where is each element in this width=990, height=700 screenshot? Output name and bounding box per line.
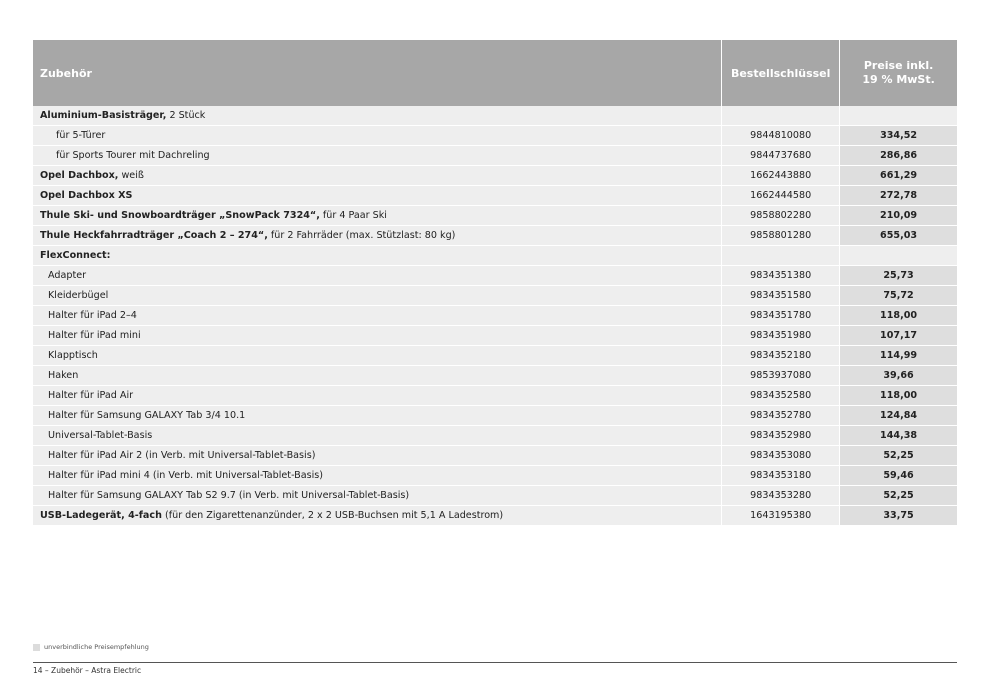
price-cell: 59,46 bbox=[840, 466, 957, 485]
order-key-cell: 9834351580 bbox=[722, 286, 840, 305]
price-cell bbox=[840, 106, 957, 125]
item-description: Universal-Tablet-Basis bbox=[48, 430, 153, 441]
item-description: Halter für iPad mini bbox=[48, 330, 141, 341]
page-footer: 14 – Zubehör – Astra Electric bbox=[33, 666, 142, 675]
table-row bbox=[33, 306, 957, 326]
table-row bbox=[33, 226, 957, 246]
item-cell bbox=[33, 406, 722, 425]
item-cell bbox=[33, 506, 722, 525]
price-cell: 334,52 bbox=[840, 126, 957, 145]
order-key-cell: 9834352180 bbox=[722, 346, 840, 365]
table-row bbox=[33, 186, 957, 206]
order-key-cell: 1662444580 bbox=[722, 186, 840, 205]
price-cell: 33,75 bbox=[840, 506, 957, 525]
table-row bbox=[33, 246, 957, 266]
item-description: weiß bbox=[118, 170, 144, 181]
price-cell: 210,09 bbox=[840, 206, 957, 225]
table-row bbox=[33, 266, 957, 286]
item-cell bbox=[33, 326, 722, 345]
table-row bbox=[33, 446, 957, 466]
item-description: Kleiderbügel bbox=[48, 290, 109, 301]
table-row bbox=[33, 386, 957, 406]
table-row bbox=[33, 406, 957, 426]
item-name-bold: Aluminium-Basisträger, bbox=[40, 110, 167, 121]
table-row bbox=[33, 286, 957, 306]
price-cell: 655,03 bbox=[840, 226, 957, 245]
order-key-cell: 9834351980 bbox=[722, 326, 840, 345]
table-row bbox=[33, 506, 957, 526]
item-cell bbox=[33, 206, 722, 225]
item-cell bbox=[33, 106, 722, 125]
item-cell bbox=[33, 306, 722, 325]
order-key-cell: 1643195380 bbox=[722, 506, 840, 525]
price-cell: 272,78 bbox=[840, 186, 957, 205]
order-key-cell: 9844810080 bbox=[722, 126, 840, 145]
price-cell: 118,00 bbox=[840, 306, 957, 325]
item-cell bbox=[33, 446, 722, 465]
table-header bbox=[33, 40, 957, 106]
item-name-bold: USB-Ladegerät, 4-fach bbox=[40, 510, 162, 521]
item-cell bbox=[33, 146, 722, 165]
item-name-bold: FlexConnect: bbox=[40, 250, 111, 261]
item-cell bbox=[33, 166, 722, 185]
table-body bbox=[33, 106, 957, 526]
order-key-cell bbox=[722, 106, 840, 125]
item-description: Halter für iPad 2–4 bbox=[48, 310, 137, 321]
order-key-cell: 9858801280 bbox=[722, 226, 840, 245]
price-cell: 114,99 bbox=[840, 346, 957, 365]
item-description: Halter für iPad mini 4 (in Verb. mit Universal-Tablet-Basis) bbox=[48, 470, 324, 481]
order-key-cell: 9834352780 bbox=[722, 406, 840, 425]
order-key-cell: 9834353280 bbox=[722, 486, 840, 505]
price-cell: 118,00 bbox=[840, 386, 957, 405]
table-row bbox=[33, 366, 957, 386]
price-cell: 52,25 bbox=[840, 486, 957, 505]
item-cell bbox=[33, 126, 722, 145]
item-cell bbox=[33, 366, 722, 385]
table-row bbox=[33, 106, 957, 126]
order-key-cell: 1662443880 bbox=[722, 166, 840, 185]
item-cell bbox=[33, 426, 722, 445]
item-description: Halter für Samsung GALAXY Tab S2 9.7 (in Verb. mit Universal-Tablet-Basis) bbox=[48, 490, 410, 501]
table-row bbox=[33, 126, 957, 146]
item-cell bbox=[33, 346, 722, 365]
table-row bbox=[33, 206, 957, 226]
table-row bbox=[33, 166, 957, 186]
item-cell bbox=[33, 186, 722, 205]
item-cell bbox=[33, 386, 722, 405]
item-description: Klapptisch bbox=[48, 350, 98, 361]
header-item: Zubehör bbox=[33, 40, 722, 106]
item-description: Halter für Samsung GALAXY Tab 3/4 10.1 bbox=[48, 410, 246, 421]
price-cell: 107,17 bbox=[840, 326, 957, 345]
item-name-bold: Opel Dachbox XS bbox=[40, 190, 133, 201]
footer-divider bbox=[33, 662, 957, 663]
price-cell: 144,38 bbox=[840, 426, 957, 445]
order-key-cell: 9834353080 bbox=[722, 446, 840, 465]
item-cell bbox=[33, 226, 722, 245]
order-key-cell: 9844737680 bbox=[722, 146, 840, 165]
item-cell bbox=[33, 486, 722, 505]
order-key-cell: 9834351780 bbox=[722, 306, 840, 325]
table-row bbox=[33, 426, 957, 446]
table-row bbox=[33, 146, 957, 166]
order-key-cell: 9834351380 bbox=[722, 266, 840, 285]
legend-swatch bbox=[33, 644, 40, 651]
price-cell: 52,25 bbox=[840, 446, 957, 465]
order-key-cell: 9853937080 bbox=[722, 366, 840, 385]
table-row bbox=[33, 346, 957, 366]
item-cell bbox=[33, 266, 722, 285]
price-cell: 25,73 bbox=[840, 266, 957, 285]
item-cell bbox=[33, 466, 722, 485]
header-price: Preise inkl. 19 % MwSt. bbox=[862, 59, 935, 86]
table-row bbox=[33, 466, 957, 486]
item-description: für 5-Türer bbox=[56, 130, 106, 141]
price-cell: 661,29 bbox=[840, 166, 957, 185]
legend-text: unverbindliche Preisempfehlung bbox=[44, 643, 149, 651]
price-cell: 124,84 bbox=[840, 406, 957, 425]
item-description: 2 Stück bbox=[166, 110, 206, 121]
price-cell bbox=[840, 246, 957, 265]
item-description: Halter für iPad Air bbox=[48, 390, 134, 401]
price-cell: 39,66 bbox=[840, 366, 957, 385]
order-key-cell: 9834352580 bbox=[722, 386, 840, 405]
header-order-key: Bestellschlüssel bbox=[722, 40, 840, 106]
item-description: für Sports Tourer mit Dachreling bbox=[56, 150, 210, 161]
order-key-cell bbox=[722, 246, 840, 265]
item-cell bbox=[33, 246, 722, 265]
item-description: Adapter bbox=[48, 270, 87, 281]
order-key-cell: 9858802280 bbox=[722, 206, 840, 225]
item-description: Halter für iPad Air 2 (in Verb. mit Universal-Tablet-Basis) bbox=[48, 450, 316, 461]
item-description: für 2 Fahrräder (max. Stützlast: 80 kg) bbox=[267, 230, 456, 241]
table-row bbox=[33, 486, 957, 506]
item-cell bbox=[33, 286, 722, 305]
price-cell: 75,72 bbox=[840, 286, 957, 305]
item-name-bold: Opel Dachbox, bbox=[40, 170, 119, 181]
item-description: Haken bbox=[48, 370, 79, 381]
table-row bbox=[33, 326, 957, 346]
item-description: für 4 Paar Ski bbox=[319, 210, 387, 221]
item-description: (für den Zigarettenanzünder, 2 x 2 USB-Buchsen mit 5,1 A Ladestrom) bbox=[161, 510, 504, 521]
order-key-cell: 9834353180 bbox=[722, 466, 840, 485]
order-key-cell: 9834352980 bbox=[722, 426, 840, 445]
item-name-bold: Thule Heckfahrradträger „Coach 2 – 274“, bbox=[40, 230, 268, 241]
price-cell: 286,86 bbox=[840, 146, 957, 165]
item-name-bold: Thule Ski- und Snowboardträger „SnowPack 7324“, bbox=[40, 210, 320, 221]
price-legend bbox=[33, 643, 149, 651]
accessories-table bbox=[33, 40, 957, 526]
